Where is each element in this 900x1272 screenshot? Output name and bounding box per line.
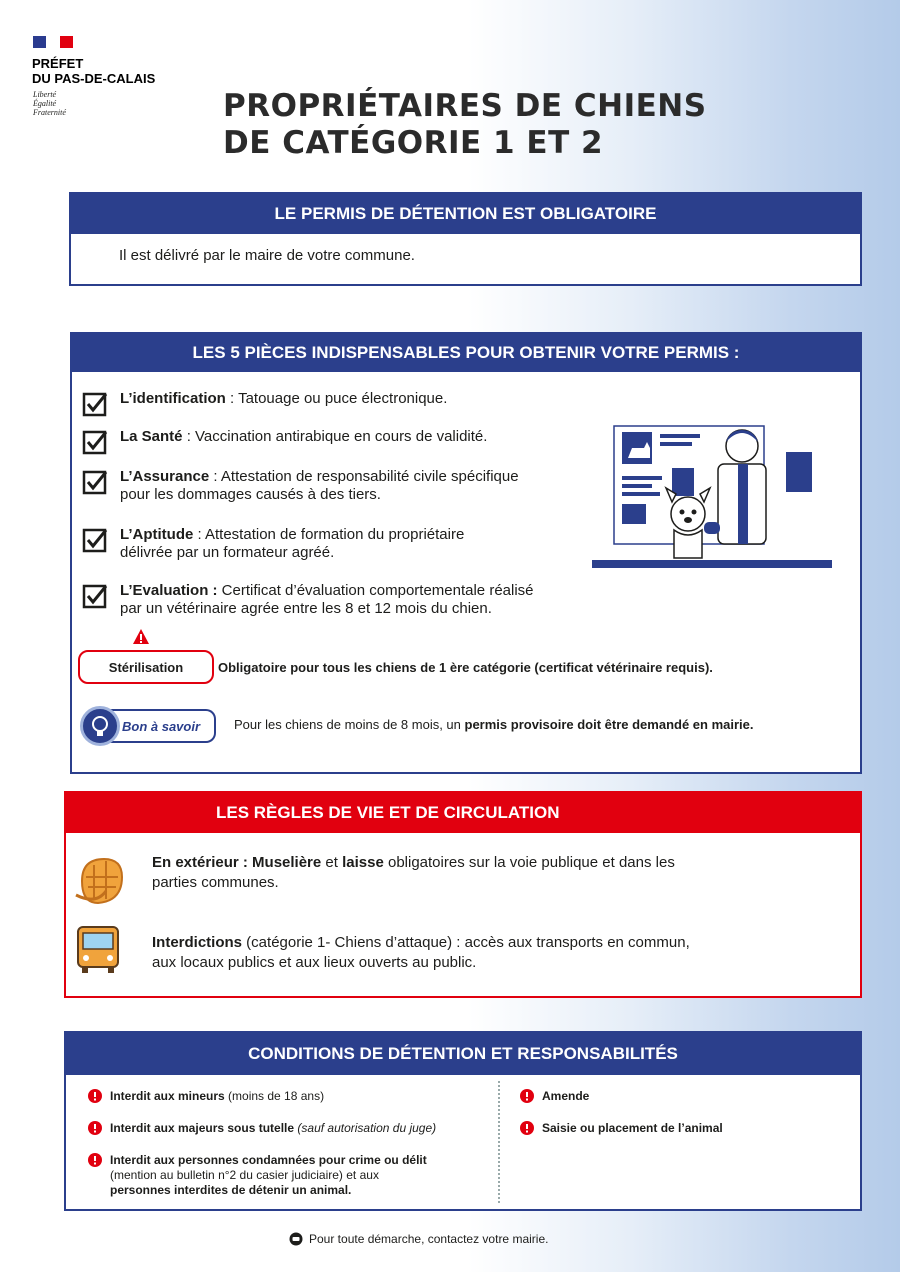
bon-a-savoir-text-regular: Pour les chiens de moins de 8 mois, un [234, 717, 465, 732]
motto-fraternite: Fraternité [33, 108, 66, 117]
pieces-section [70, 332, 862, 774]
motto-egalite: Égalité [33, 99, 57, 108]
checkbox-checked-icon [82, 391, 108, 417]
exterieur-text: obligatoires sur la voie publique et dans les [383, 854, 675, 871]
exclamation-icon [520, 1089, 534, 1103]
conditions-heading: CONDITIONS DE DÉTENTION ET RESPONSABILITÉS [66, 1033, 860, 1075]
condition-bold: Interdit aux majeurs sous tutelle [110, 1121, 295, 1135]
piece-text: Certificat d’évaluation comportementale réalisé [217, 582, 534, 599]
motto-liberte: Liberté [33, 90, 57, 99]
footer-note [289, 1232, 548, 1246]
exclamation-icon [88, 1121, 102, 1135]
condition-bold: Interdit aux mineurs [110, 1089, 225, 1103]
lightbulb-glyph-icon [83, 709, 117, 743]
permis-heading: LE PERMIS DE DÉTENTION EST OBLIGATOIRE [71, 194, 860, 234]
permis-section [69, 192, 862, 286]
page-title [223, 88, 707, 162]
regles-section [64, 791, 862, 998]
piece-label: La Santé [120, 428, 183, 445]
sterilisation-badge: Stérilisation [78, 650, 214, 684]
piece-item [82, 390, 447, 417]
consequence-text: Saisie ou placement de l’animal [542, 1121, 723, 1135]
footer-text: Pour toute démarche, contactez votre mairie. [309, 1232, 549, 1246]
exterieur-and: et [321, 854, 343, 871]
exclamation-icon [520, 1121, 534, 1135]
consequence-text: Amende [542, 1089, 590, 1103]
piece-label: L’Aptitude [120, 526, 194, 543]
condition-text: (moins de 18 ans) [224, 1089, 325, 1103]
piece-item [82, 526, 464, 562]
bon-a-savoir-text [234, 717, 754, 732]
veterinarian-illustration [592, 418, 832, 584]
exterieur-text-line-2: parties communes. [152, 874, 279, 891]
condition-text: (sauf autorisation du juge) [294, 1121, 437, 1135]
permis-text: Il est délivré par le maire de votre commune. [119, 247, 415, 264]
piece-text: : Attestation de responsabilité civile spécifique [209, 468, 519, 485]
contact-icon [289, 1232, 303, 1246]
piece-text-line-2: délivrée par un formateur agréé. [120, 544, 335, 561]
muzzle-icon [72, 851, 128, 909]
condition-bold: Interdit aux personnes condamnées pour crime ou délit [110, 1153, 427, 1167]
bon-a-savoir-text-bold: permis provisoire doit être demandé en mairie. [464, 717, 754, 732]
pieces-heading: LES 5 PIÈCES INDISPENSABLES POUR OBTENIR VOTRE PERMIS : [72, 334, 860, 372]
sterilisation-text: Obligatoire pour tous les chiens de 1 ère catégorie (certificat vétérinaire requis). [218, 660, 713, 675]
condition-text: (mention au bulletin n°2 du casier judiciaire) et aux [110, 1168, 379, 1182]
piece-text: : Tatouage ou puce électronique. [225, 390, 448, 407]
prefet-line-2: DU PAS-DE-CALAIS [32, 71, 156, 86]
checkbox-checked-icon [82, 469, 108, 495]
interdictions-rule [152, 933, 690, 973]
piece-label: L’Evaluation : [120, 582, 218, 599]
interdictions-bold: Interdictions [152, 934, 243, 951]
piece-text: : Attestation de formation du propriétaire [193, 526, 465, 543]
exterieur-rule [152, 853, 675, 893]
column-divider [498, 1081, 500, 1203]
regles-heading: LES RÈGLES DE VIE ET DE CIRCULATION [66, 793, 860, 833]
prefet-line-1: PRÉFET [32, 56, 84, 71]
piece-label: L’identification [120, 390, 226, 407]
conditions-section [64, 1031, 862, 1211]
warning-icon [132, 628, 150, 646]
exclamation-icon [88, 1153, 102, 1167]
interdictions-text-line-2: aux locaux publics et aux lieux ouverts au public. [152, 954, 477, 971]
piece-item [82, 582, 534, 618]
prefecture-name [32, 56, 155, 86]
checkbox-checked-icon [82, 527, 108, 553]
condition-item [88, 1153, 427, 1198]
condition-item [88, 1121, 436, 1136]
title-line-1: PROPRIÉTAIRES DE CHIENS [223, 88, 707, 124]
interdictions-text: (catégorie 1- Chiens d’attaque) : accès aux transports en commun, [242, 934, 690, 951]
consequence-item [520, 1089, 589, 1104]
bus-icon [76, 925, 120, 975]
piece-item [82, 468, 519, 504]
piece-item [82, 428, 487, 455]
consequence-item [520, 1121, 723, 1136]
laisse-bold: laisse [342, 854, 384, 871]
checkbox-checked-icon [82, 429, 108, 455]
piece-label: L’Assurance [120, 468, 210, 485]
piece-text: : Vaccination antirabique en cours de validité. [182, 428, 488, 445]
title-line-2: DE CATÉGORIE 1 ET 2 [223, 125, 604, 161]
checkbox-checked-icon [82, 583, 108, 609]
condition-bold-line-2: personnes interdites de détenir un animal. [110, 1183, 352, 1197]
piece-text-line-2: par un vétérinaire agrée entre les 8 et 12 mois du chien. [120, 600, 492, 617]
exclamation-icon [88, 1089, 102, 1103]
piece-text-line-2: pour les dommages causés à des tiers. [120, 486, 381, 503]
condition-item [88, 1089, 324, 1104]
republic-flag-logo [33, 36, 73, 48]
republic-motto [33, 90, 66, 117]
exterieur-bold: En extérieur : Muselière [152, 854, 322, 871]
lightbulb-icon [80, 706, 120, 746]
bon-a-savoir-badge: Bon à savoir [108, 709, 216, 743]
